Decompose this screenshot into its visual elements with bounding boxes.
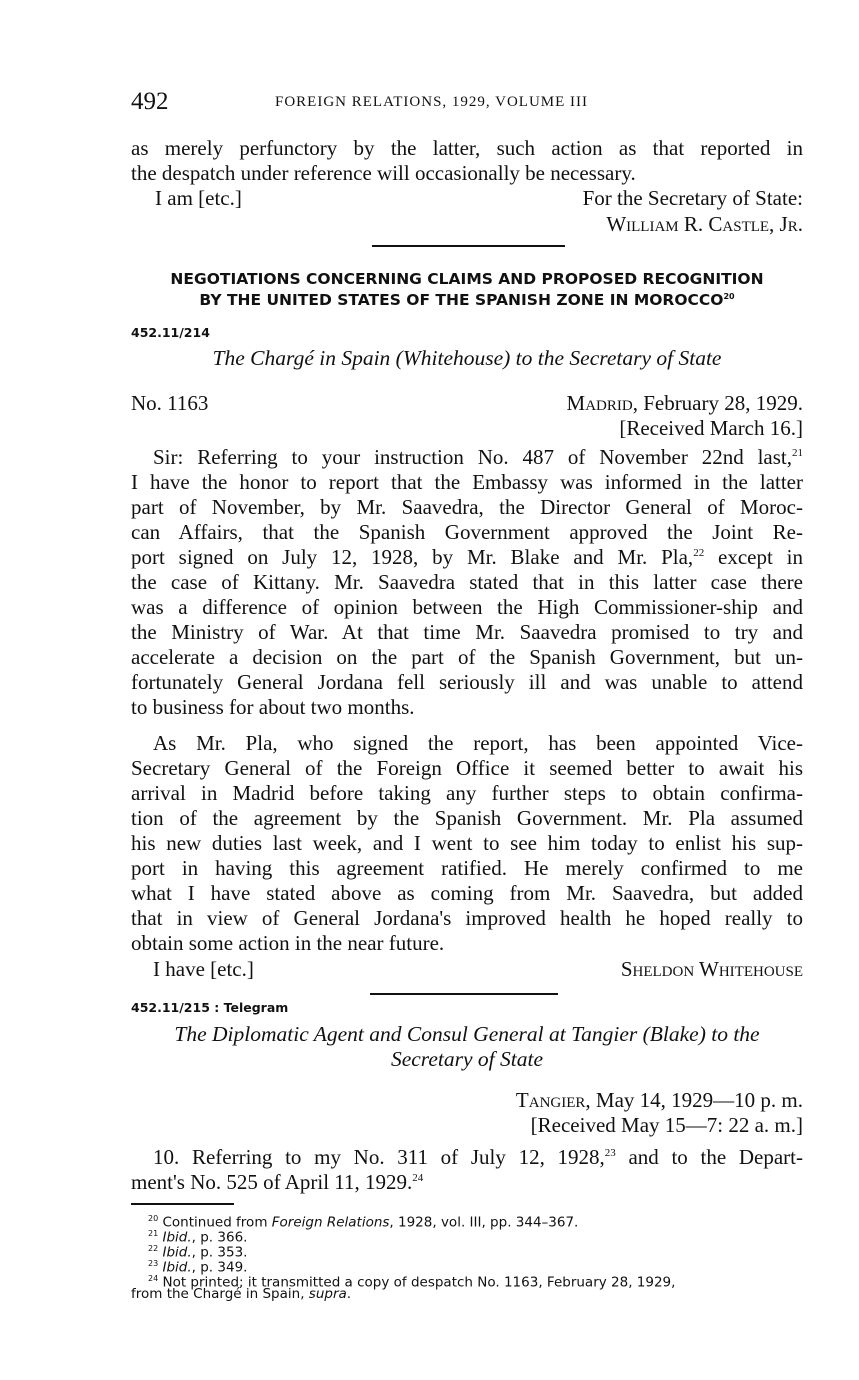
body-line: port in having this agreement ratified. He merely confirmed to me — [131, 856, 803, 880]
footnote-text: from the Chargé in Spain, — [131, 1286, 309, 1302]
received-line: [Received March 16.] — [619, 416, 803, 440]
footnote-mark: 21 — [148, 1229, 159, 1238]
footnote-ref: 20 — [723, 291, 735, 301]
body-line: part of November, by Mr. Saavedra, the Director General of Moroc- — [131, 495, 803, 519]
dateline — [131, 1088, 803, 1113]
body-text: except in — [704, 545, 803, 569]
file-number: 452.11/214 — [131, 325, 210, 340]
body-line: the despatch under reference will occasionally be necessary. — [131, 161, 636, 185]
document-title-line1: The Diplomatic Agent and Consul General at Tangier (Blake) to the — [174, 1022, 760, 1046]
footnote-text: Not printed; it transmitted a copy of despatch No. 1163, February 28, 1929, — [162, 1274, 676, 1291]
body-line: accelerate a decision on the part of the Spanish Government, but un- — [131, 645, 803, 669]
section-heading-line1: NEGOTIATIONS CONCERNING CLAIMS AND PROPOSED RECOGNITION — [170, 270, 764, 288]
body-line — [131, 545, 803, 570]
signature-name: William R. Castle, Jr. — [606, 212, 803, 236]
body-line: I have the honor to report that the Embassy was informed in the latter — [131, 470, 803, 494]
body-text: ment's No. 525 of April 11, 1929. — [131, 1170, 413, 1194]
footnote-rule — [131, 1203, 234, 1205]
body-line: his new duties last week, and I went to see him today to enlist his sup- — [131, 831, 803, 855]
page-number: 492 — [131, 88, 169, 115]
dateline-place: Madrid — [566, 391, 633, 415]
footnote-mark: 24 — [148, 1274, 159, 1283]
section-divider — [372, 245, 565, 247]
body-line — [131, 1170, 803, 1195]
received-line: [Received May 15—7: 22 a. m.] — [530, 1113, 803, 1137]
footnote-italic: supra — [308, 1286, 347, 1302]
body-line: As Mr. Pla, who signed the report, has been appointed Vice- — [153, 731, 803, 755]
footnote-mark: 23 — [148, 1259, 159, 1268]
footnote-italic: Ibid. — [162, 1259, 192, 1276]
despatch-number: No. 1163 — [131, 391, 209, 415]
footnote-text: , p. 349. — [191, 1259, 248, 1276]
body-line: to business for about two months. — [131, 695, 415, 719]
document-title-line2: Secretary of State — [390, 1047, 544, 1071]
footnote-text: . — [346, 1286, 352, 1302]
body-line: that in view of General Jordana's improved health he hoped really to — [131, 906, 803, 930]
body-line: fortunately General Jordana fell seriously ill and was unable to attend — [131, 670, 803, 694]
footnote-ref: 21 — [792, 447, 803, 459]
body-line — [153, 445, 803, 470]
document-title: The Chargé in Spain (Whitehouse) to the Secretary of State — [212, 346, 722, 370]
file-number: 452.11/215 : Telegram — [131, 1000, 289, 1015]
signature-title: For the Secretary of State: — [582, 186, 803, 210]
body-line: was a difference of opinion between the High Commissioner-ship and — [131, 595, 803, 619]
closing: I am [etc.] — [155, 186, 242, 210]
body-text: port signed on July 12, 1928, by Mr. Blake and Mr. Pla, — [131, 545, 694, 569]
footnote-text: , p. 366. — [191, 1229, 248, 1246]
body-line: obtain some action in the near future. — [131, 931, 445, 955]
dateline-place: Tangier — [515, 1088, 586, 1112]
footnote-italic: Ibid. — [162, 1244, 192, 1261]
footnote-italic: Ibid. — [162, 1229, 192, 1246]
dateline — [131, 391, 803, 416]
body-text: Sir: Referring to your instruction No. 487 of November 22nd last, — [153, 445, 792, 469]
footnote-text: , 1928, vol. III, pp. 344–367. — [389, 1214, 579, 1231]
section-heading-text: BY THE UNITED STATES OF THE SPANISH ZONE IN MOROCCO — [199, 291, 724, 309]
footnote-text: Continued from — [162, 1214, 272, 1231]
body-line: as merely perfunctory by the latter, such action as that reported in — [131, 136, 803, 160]
signature-name: Sheldon Whitehouse — [620, 957, 803, 981]
section-heading-line2 — [131, 290, 803, 311]
body-text: 10. Referring to my No. 311 of July 12, 1928, — [153, 1145, 605, 1169]
dateline-date: , May 14, 1929—10 p. m. — [585, 1088, 803, 1112]
footnote-mark: 20 — [148, 1214, 159, 1223]
body-line: Secretary General of the Foreign Office it seemed better to await his — [131, 756, 803, 780]
body-line: the case of Kittany. Mr. Saavedra stated that in this latter case there — [131, 570, 803, 594]
footnote-continuation — [131, 1287, 803, 1301]
running-title: FOREIGN RELATIONS, 1929, VOLUME III — [275, 94, 589, 110]
section-divider — [370, 993, 558, 995]
dateline-date: , February 28, 1929. — [632, 391, 803, 415]
body-line: arrival in Madrid before taking any further steps to obtain confirma- — [131, 781, 803, 805]
body-text: and to the Depart- — [615, 1145, 803, 1169]
body-line: tion of the agreement by the Spanish Government. Mr. Pla assumed — [131, 806, 803, 830]
body-line: can Affairs, that the Spanish Government approved the Joint Re- — [131, 520, 803, 544]
footnote-italic: Foreign Relations — [271, 1214, 390, 1231]
footnote-ref: 23 — [604, 1147, 616, 1159]
body-line: what I have stated above as coming from Mr. Saavedra, but added — [131, 881, 803, 905]
body-line: the Ministry of War. At that time Mr. Saavedra promised to try and — [131, 620, 803, 644]
footnote-ref: 22 — [693, 547, 705, 559]
footnote-mark: 22 — [148, 1244, 159, 1253]
footnote-ref: 24 — [412, 1172, 424, 1184]
closing: I have [etc.] — [153, 957, 254, 981]
footnote-text: , p. 353. — [191, 1244, 248, 1261]
body-line — [153, 1145, 803, 1170]
